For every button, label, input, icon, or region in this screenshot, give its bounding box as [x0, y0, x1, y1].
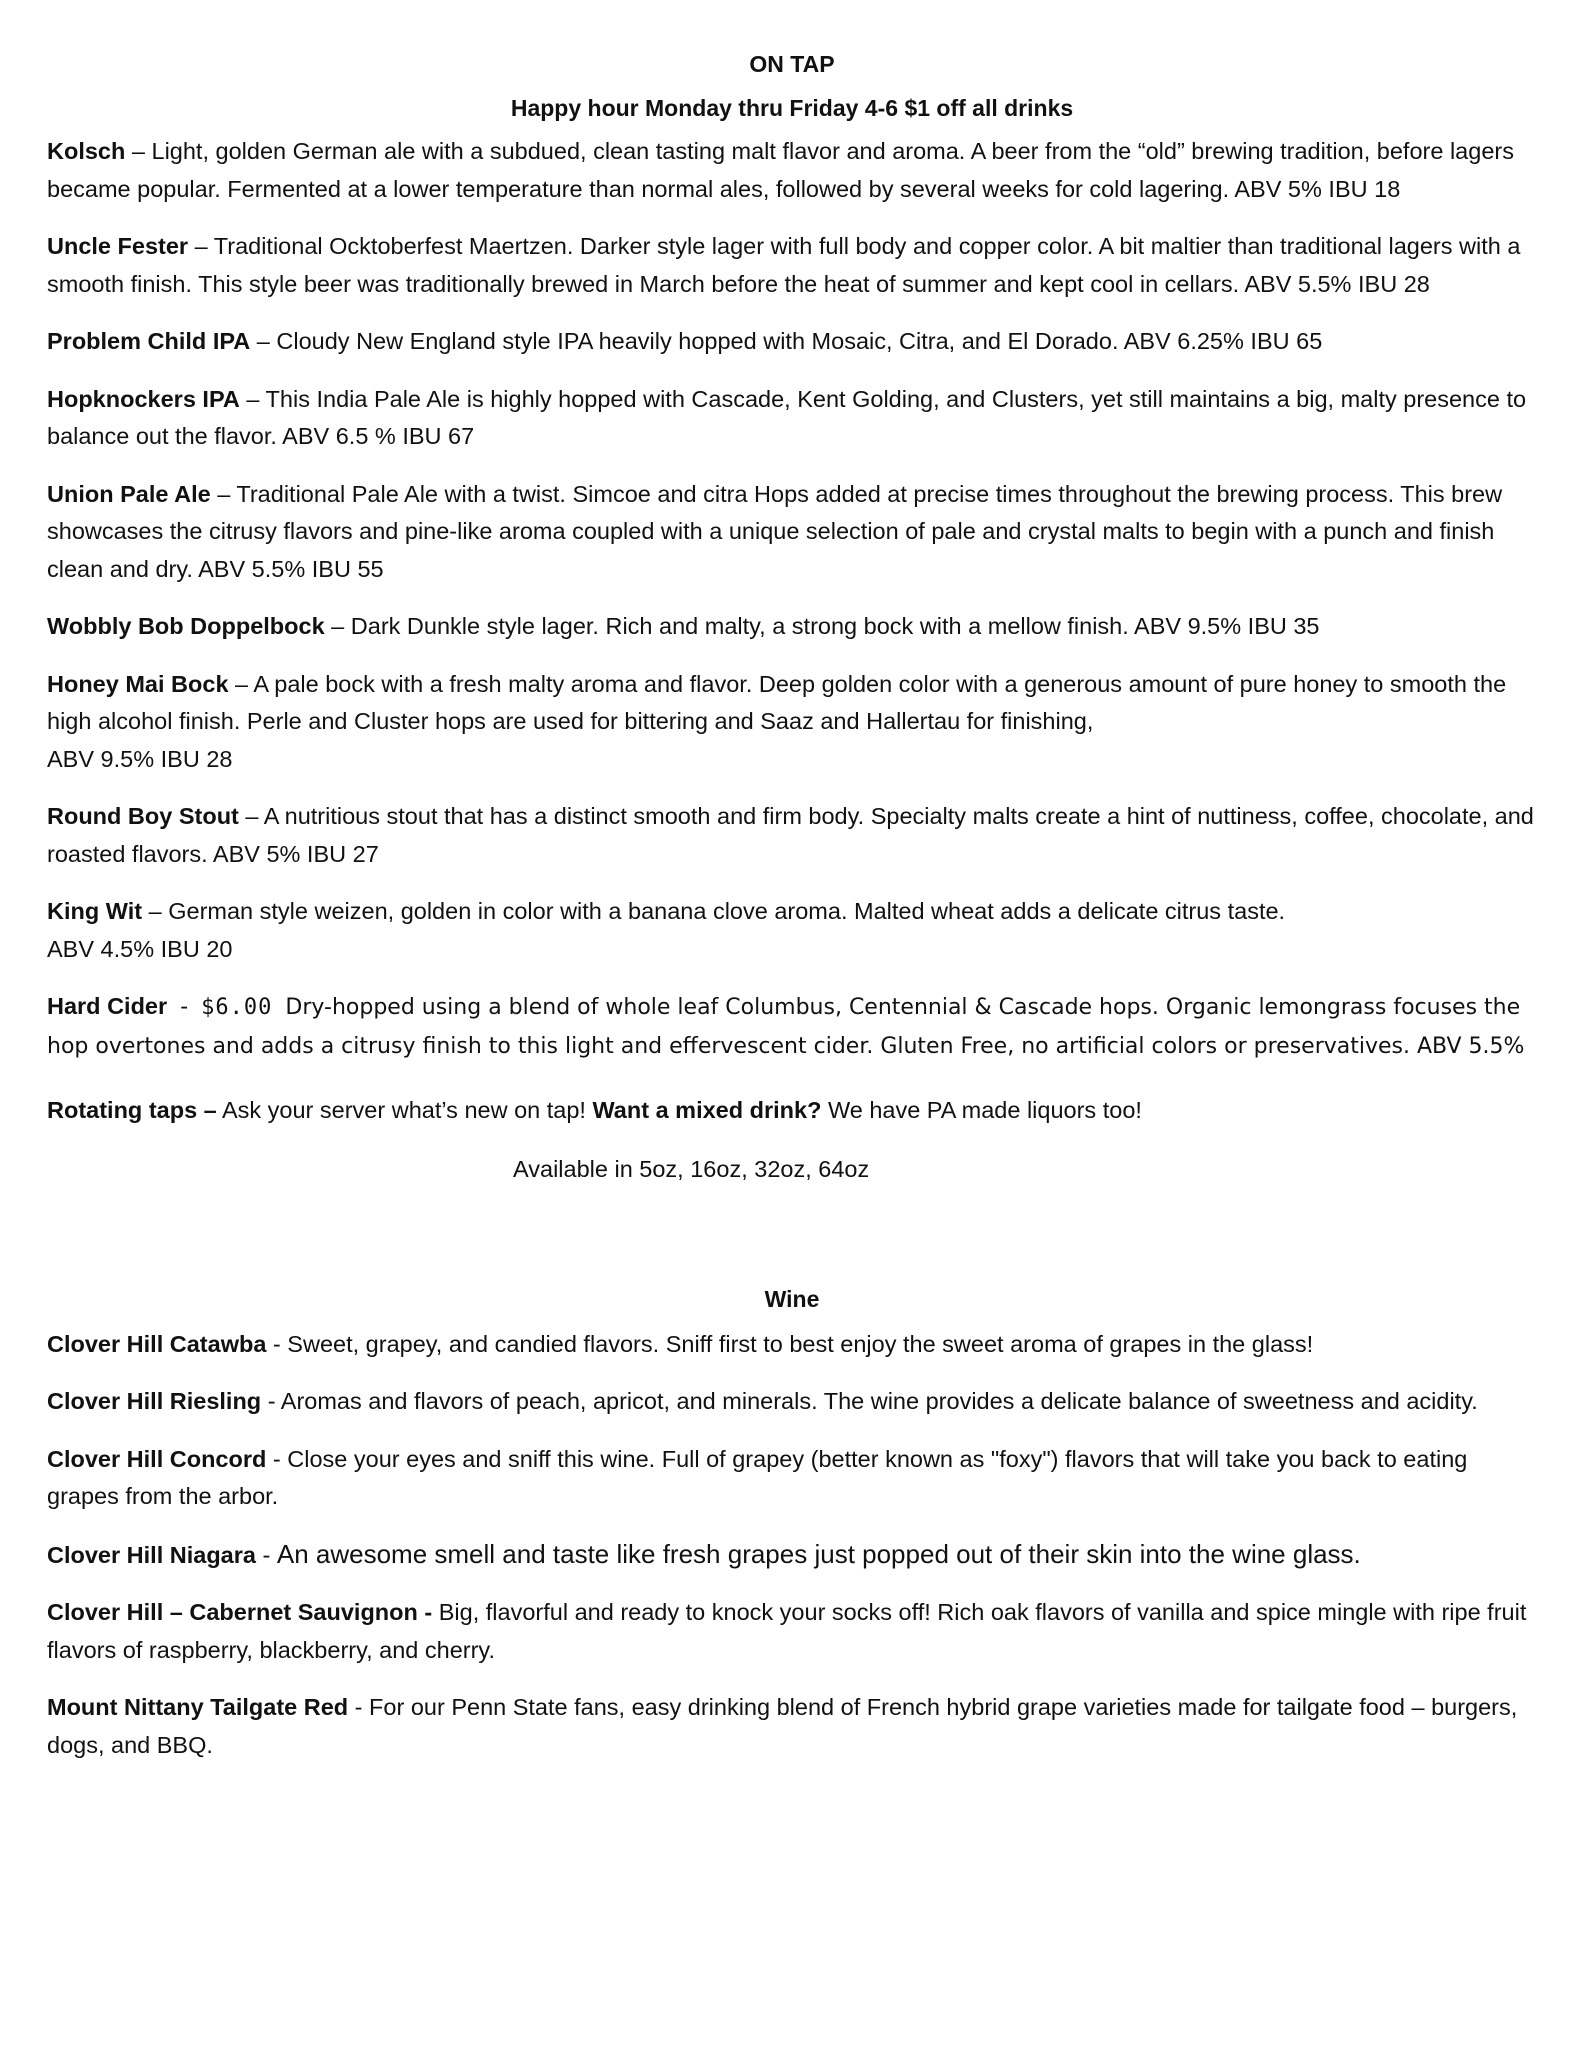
beer-name: King Wit	[47, 898, 143, 924]
separator: –	[228, 670, 254, 697]
wine-name: Clover Hill Riesling	[47, 1388, 262, 1414]
beer-item-hard-cider	[47, 988, 1537, 1064]
wine-description: An awesome smell and taste like fresh grapes just popped out of their skin into the wine glass.	[276, 1538, 1361, 1569]
wine-description: Sweet, grapey, and candied flavors. Sniff first to best enjoy the sweet aroma of grapes in the glass!	[287, 1330, 1314, 1357]
separator: –	[210, 480, 237, 507]
beer-item-wobbly-bob-doppelbock	[47, 608, 1537, 646]
wine-title: Wine	[764, 1285, 820, 1312]
wine-description: Close your eyes and sniff this wine. Full of grapey (better known as "foxy") flavors that will take you back to eating grapes from the arbor.	[47, 1445, 1468, 1509]
mixed-drink-label: Want a mixed drink?	[592, 1097, 822, 1123]
beer-description: Dark Dunkle style lager. Rich and malty, a strong bock with a mellow finish. ABV 9.5% IBU 35	[350, 613, 1320, 639]
separator: –	[125, 138, 152, 164]
separator: -	[348, 1694, 370, 1720]
wine-name: Mount Nittany Tailgate Red	[47, 1694, 349, 1720]
separator: -	[266, 1330, 288, 1357]
separator: –	[188, 233, 214, 259]
price: $6.00	[201, 995, 273, 1020]
beer-item-honey-mai-bock	[47, 666, 1537, 779]
separator: –	[238, 803, 264, 829]
beer-name: Hopknockers IPA	[47, 385, 240, 412]
beer-description: Traditional Ocktoberfest Maertzen. Darker style lager with full body and copper color. A bit maltier than traditional lagers with a smooth finish. This style beer was traditionally brewed in March before the heat of summer and kept cool in cellars. ABV 5.5% IBU 28	[47, 233, 1521, 297]
separator: –	[250, 328, 277, 354]
beer-name: Uncle Fester	[47, 233, 189, 259]
wine-description: For our Penn State fans, easy drinking blend of French hybrid grape varieties made for tailgate food – burgers, dogs, and BBQ.	[47, 1694, 1518, 1758]
beer-description: Cloudy New England style IPA heavily hopped with Mosaic, Citra, and El Dorado. ABV 6.25% IBU 65	[276, 328, 1323, 354]
rotating-taps-note	[47, 1092, 1537, 1130]
wine-item-catawba	[47, 1326, 1537, 1364]
wine-item-niagara	[47, 1536, 1537, 1575]
beer-abv: ABV 4.5% IBU 20	[47, 935, 233, 962]
mixed-drink-text: We have PA made liquors too!	[821, 1097, 1142, 1123]
beer-item-union-pale-ale	[47, 476, 1537, 589]
rotating-taps-text: Ask your server what’s new on tap!	[216, 1097, 593, 1123]
wine-description: Aromas and flavors of peach, apricot, and minerals. The wine provides a delicate balance of sweetness and acidity.	[280, 1388, 1478, 1414]
wine-name: Clover Hill Catawba	[47, 1330, 267, 1357]
separator: -	[261, 1388, 281, 1414]
beer-name: Wobbly Bob Doppelbock	[47, 613, 325, 639]
beer-name: Honey Mai Bock	[47, 670, 229, 697]
wine-item-riesling	[47, 1383, 1537, 1421]
wine-name: Clover Hill Niagara	[47, 1541, 256, 1568]
beer-name: Kolsch	[47, 138, 126, 164]
beer-name: Problem Child IPA	[47, 328, 251, 354]
beer-item-round-boy-stout	[47, 798, 1537, 873]
separator: -	[255, 1541, 277, 1568]
beer-item-hopknockers-ipa	[47, 381, 1537, 456]
beer-description: Light, golden German ale with a subdued, clean tasting malt flavor and aroma. A beer from the “old” brewing tradition, before lagers became popular. Fermented at a lower temperature than normal ales, followed by several weeks for cold lagering. ABV 5% IBU 18	[47, 138, 1514, 202]
wine-description: Big, flavorful and ready to knock your socks off! Rich oak flavors of vanilla and spice mingle with ripe fruit flavors of raspberry, blackberry, and cherry.	[47, 1599, 1527, 1663]
beer-abv: ABV 9.5% IBU 28	[47, 745, 233, 772]
separator: –	[239, 385, 266, 412]
menu-page	[47, 45, 1537, 1784]
beer-item-uncle-fester	[47, 228, 1537, 303]
available-sizes: Available in 5oz, 16oz, 32oz, 64oz	[513, 1155, 870, 1182]
separator: –	[142, 898, 169, 924]
beer-description: A pale bock with a fresh malty aroma and flavor. Deep golden color with a generous amount of pure honey to smooth the high alcohol finish. Perle and Cluster hops are used for bittering and Saaz and Hallertau for finishing,	[47, 670, 1507, 734]
beer-name: Union Pale Ale	[47, 480, 211, 507]
wine-item-tailgate-red	[47, 1689, 1537, 1764]
rotating-taps-label: Rotating taps –	[47, 1097, 217, 1123]
separator: -	[266, 1445, 288, 1472]
happy-hour-banner: Happy hour Monday thru Friday 4-6 $1 off all drinks	[510, 95, 1074, 121]
beer-description: Dry-hopped using a blend of whole leaf Columbus, Centennial & Cascade hops. Organic lemongrass focuses the hop overtones and adds a citrusy finish to this light and effervescent cider. Gluten Free, no artificial colors or preservatives. ABV 5.5%	[47, 995, 1525, 1059]
beer-description: A nutritious stout that has a distinct smooth and firm body. Specialty malts create a hint of nuttiness, coffee, chocolate, and roasted flavors. ABV 5% IBU 27	[47, 803, 1534, 867]
beer-item-problem-child-ipa	[47, 323, 1537, 361]
beer-description: This India Pale Ale is highly hopped with Cascade, Kent Golding, and Clusters, yet still maintains a big, malty presence to balance out the flavor. ABV 6.5 % IBU 67	[47, 385, 1527, 449]
wine-name: Clover Hill – Cabernet Sauvignon -	[47, 1599, 433, 1625]
wine-name: Clover Hill Concord	[47, 1445, 267, 1472]
wine-item-concord	[47, 1441, 1537, 1516]
beer-name: Hard Cider	[47, 993, 168, 1019]
beer-description: Traditional Pale Ale with a twist. Simcoe and citra Hops added at precise times throughout the brewing process. This brew showcases the citrusy flavors and pine-like aroma coupled with a unique selection of pale and crystal malts to begin with a punch and finish clean and dry. ABV 5.5% IBU 55	[47, 480, 1503, 582]
beer-item-king-wit	[47, 893, 1537, 968]
beer-description: German style weizen, golden in color with a banana clove aroma. Malted wheat adds a delicate citrus taste.	[168, 898, 1286, 924]
separator: –	[324, 613, 351, 639]
beer-item-kolsch	[47, 133, 1537, 208]
on-tap-title: ON TAP	[749, 51, 835, 77]
beer-name: Round Boy Stout	[47, 803, 239, 829]
separator: -	[167, 993, 202, 1019]
wine-item-cabernet-sauvignon	[47, 1594, 1537, 1669]
